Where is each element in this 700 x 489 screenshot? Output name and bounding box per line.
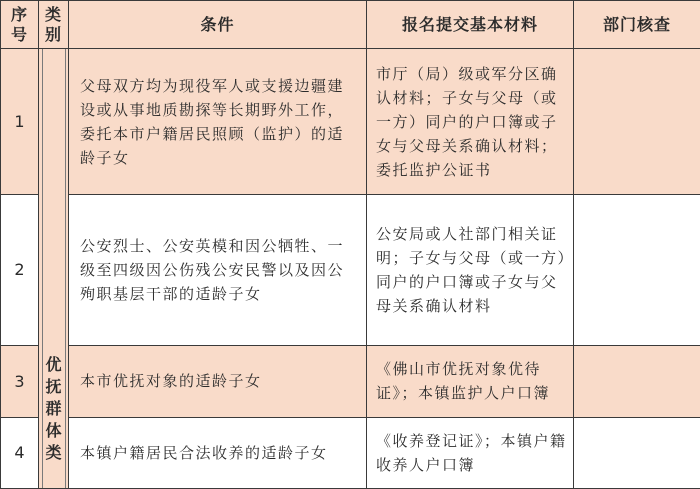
materials-cell: 公安局或人社部门相关证明；子女与父母（或一方）同户的户口簿或子女与父母关系确认材料 bbox=[367, 195, 574, 345]
header-row bbox=[1, 1, 700, 49]
review-cell bbox=[574, 49, 700, 195]
table-row bbox=[1, 345, 700, 417]
row-number: 3 bbox=[1, 345, 39, 417]
materials-cell: 市厅（局）级或军分区确认材料；子女与父母（或一方）同户的户口簿或子女与父母关系确认材料；委托监护公证书 bbox=[367, 49, 574, 195]
materials-cell: 《收养登记证》；本镇户籍收养人户口簿 bbox=[367, 417, 574, 488]
table-row bbox=[1, 195, 700, 345]
condition-cell: 本市优抚对象的适龄子女 bbox=[69, 345, 367, 417]
header-no: 序号 bbox=[1, 1, 39, 49]
condition-cell: 本镇户籍居民合法收养的适龄子女 bbox=[69, 417, 367, 488]
header-condition: 条件 bbox=[69, 1, 367, 49]
header-category: 类别 bbox=[39, 1, 69, 49]
materials-cell: 《佛山市优抚对象优待证》；本镇监护人户口簿 bbox=[367, 345, 574, 417]
review-cell bbox=[574, 195, 700, 345]
row-number: 4 bbox=[1, 417, 39, 488]
table-row bbox=[1, 49, 700, 195]
table-row bbox=[1, 417, 700, 488]
condition-cell: 公安烈士、公安英模和因公牺牲、一级至四级因公伤残公安民警以及因公殉职基层干部的适龄子女 bbox=[69, 195, 367, 345]
header-materials: 报名提交基本材料 bbox=[367, 1, 574, 49]
condition-cell: 父母双方均为现役军人或支援边疆建设或从事地质勘探等长期野外工作，委托本市户籍居民照顾（监护）的适龄子女 bbox=[69, 49, 367, 195]
row-number: 2 bbox=[1, 195, 39, 345]
header-review: 部门核查 bbox=[574, 1, 700, 49]
category-cell bbox=[39, 49, 69, 489]
review-cell bbox=[574, 417, 700, 488]
review-cell bbox=[574, 345, 700, 417]
row-number: 1 bbox=[1, 49, 39, 195]
category-label: 优抚群体类 bbox=[45, 355, 62, 462]
